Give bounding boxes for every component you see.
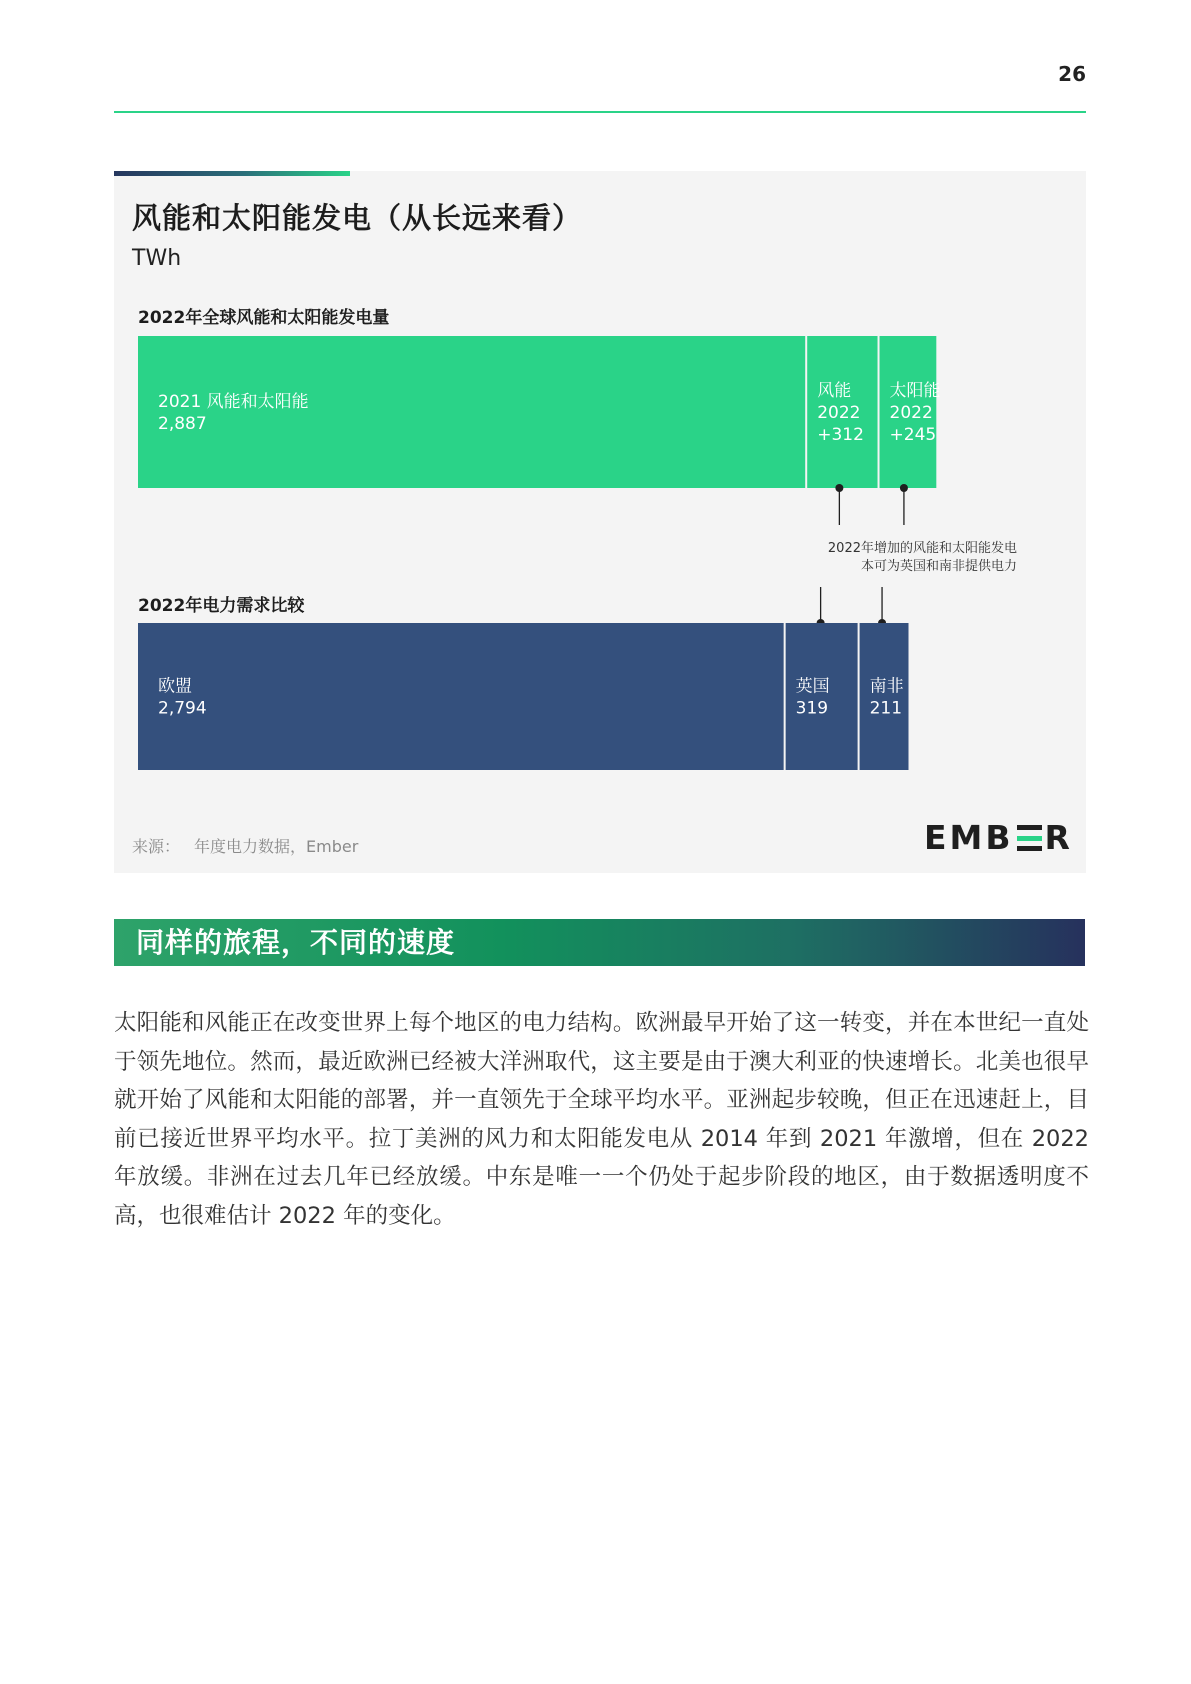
bar-row-demand — [138, 623, 909, 770]
row-title-generation: 2022年全球风能和太阳能发电量 — [138, 308, 390, 328]
segment-label-0-1-line2: 2022 — [817, 403, 861, 423]
header-divider — [114, 111, 1086, 113]
bar-segment-1-0 — [138, 623, 784, 770]
ember-logo — [924, 818, 1073, 857]
logo-letters-right: R — [1044, 818, 1073, 857]
row-title-demand: 2022年电力需求比较 — [138, 596, 305, 616]
bar-row-generation — [138, 336, 941, 488]
page-number: 26 — [1058, 62, 1086, 86]
bar-segment-1-2 — [860, 623, 909, 770]
section-banner — [114, 919, 1085, 966]
segment-label-0-0-line2: 2,887 — [158, 414, 207, 434]
logo-letters-left: EMB — [924, 818, 1014, 857]
body-paragraph: 太阳能和风能正在改变世界上每个地区的电力结构。欧洲最早开始了这一转变，并在本世纪一直处于领先地位。然而，最近欧洲已经被大洋洲取代，这主要是由于澳大利亚的快速增长。北美也很早就开始了风能和太阳能的部署，并一直领先于全球平均水平。亚洲起步较晚，但正在迅速赶上，目前已接近世界平均水平。拉丁美洲的风力和太阳能发电从 2014 年到 2021 年激增，但在 2022 年放缓。非洲在过去几年已经放缓。中东是唯一一个仍处于起步阶段的地区，由于数据透明度不高，也很难估计 2022 年的变化。 — [114, 1010, 1089, 1229]
segment-label-1-2-line1: 南非 — [869, 676, 904, 697]
section-title: 同样的旅程，不同的速度 — [136, 926, 456, 959]
segment-label-0-2-line2: 2022 — [889, 403, 933, 423]
segment-label-1-0-line1: 欧盟 — [158, 676, 192, 697]
chart-unit: TWh — [132, 246, 182, 271]
segment-label-1-0-line2: 2,794 — [158, 698, 207, 719]
segment-label-1-1-line2: 319 — [795, 698, 829, 719]
segment-label-1-1-line1: 英国 — [795, 676, 830, 697]
segment-label-1-2-line2: 211 — [869, 698, 903, 719]
bar-segment-1-1 — [786, 623, 858, 770]
segment-label-0-1-line3: +312 — [817, 425, 864, 445]
logo-e-glyph — [1017, 825, 1042, 851]
source-text: 年度电力数据，Ember — [194, 837, 359, 856]
annotation-line-2: 本可为英国和南非提供电力 — [860, 559, 1017, 574]
segment-label-0-2-line1: 太阳能 — [889, 381, 941, 401]
chart-title: 风能和太阳能发电（从长远来看） — [132, 201, 583, 235]
segment-label-0-2-line3: +245 — [889, 425, 937, 445]
segment-label-0-1-line1: 风能 — [817, 381, 852, 401]
source-label: 来源： — [132, 837, 181, 856]
chart — [114, 171, 1086, 811]
source-line — [132, 834, 358, 857]
segment-label-0-0-line1: 2021 风能和太阳能 — [158, 392, 309, 412]
annotation-line-1: 2022年增加的风能和太阳能发电 — [827, 541, 1017, 556]
bar-segment-0-0 — [138, 336, 805, 488]
